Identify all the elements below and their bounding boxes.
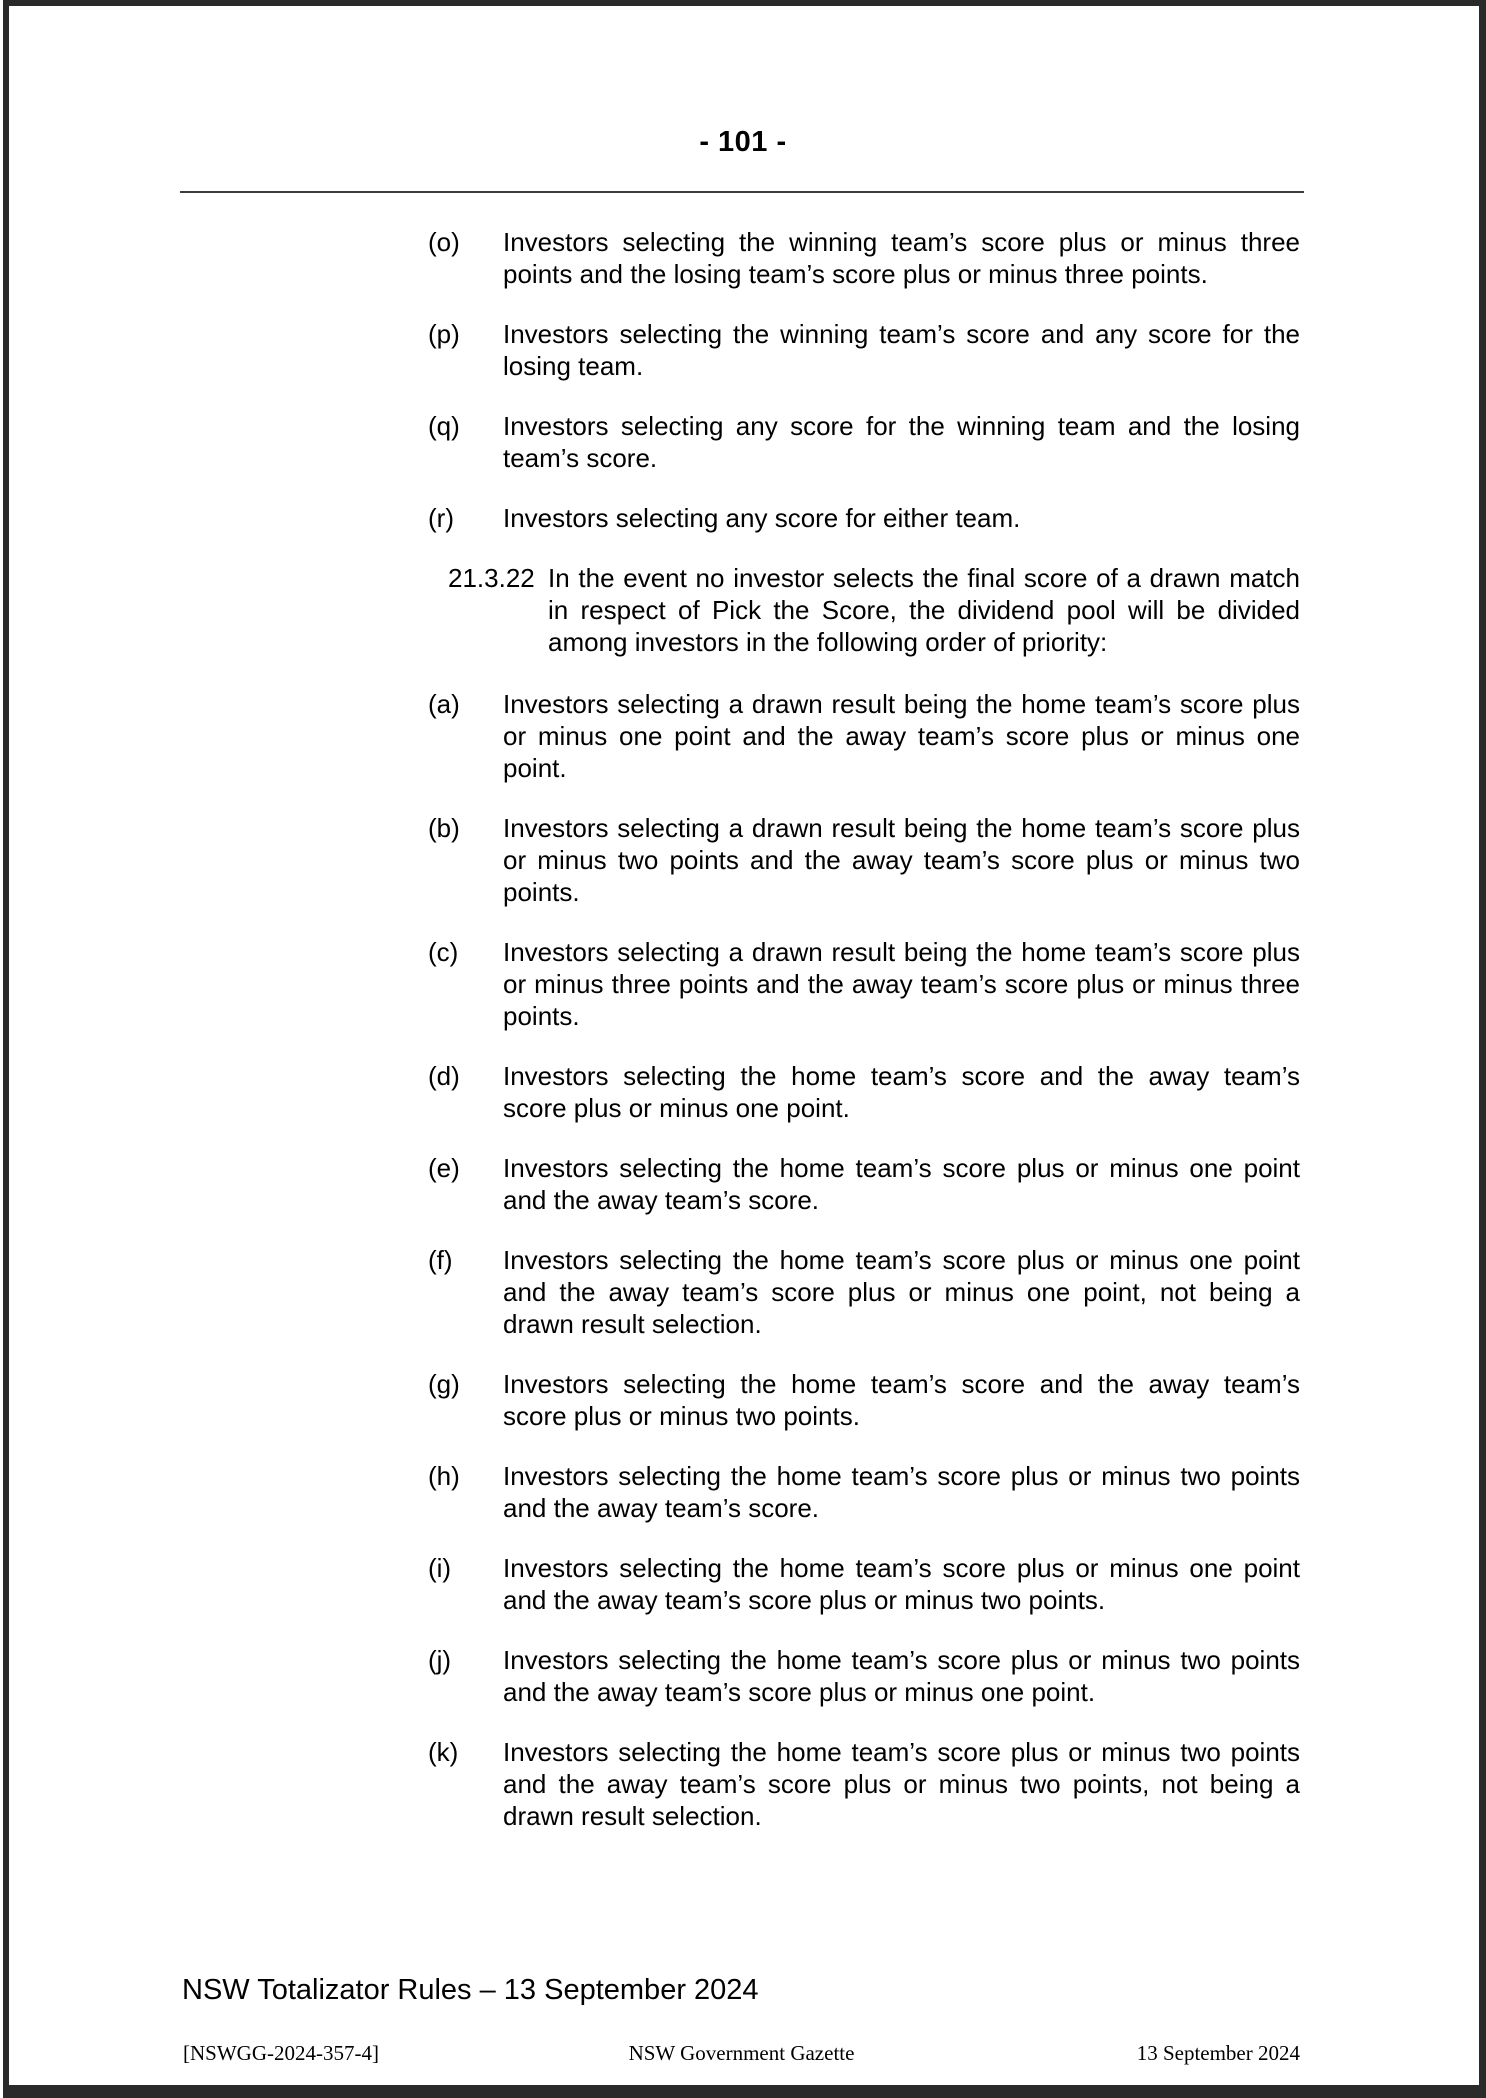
list-item-label: (h) — [428, 1461, 460, 1491]
list-item — [428, 1244, 1300, 1340]
footer-rules-title: NSW Totalizator Rules – 13 September 2024 — [182, 1974, 759, 2006]
gazette-date: 13 September 2024 — [1136, 2041, 1300, 2065]
list-item-text: Investors selecting the home team’s score plus or minus one point and the away team’s score plus or minus one point, not being a drawn result selection. — [503, 1245, 1300, 1339]
list-item — [428, 502, 1300, 534]
list-item — [428, 936, 1300, 1032]
list-item — [428, 1152, 1300, 1216]
list-item-text: Investors selecting any score for the winning team and the losing team’s score. — [503, 411, 1300, 473]
list-item-label: (f) — [428, 1245, 453, 1275]
list-item-text: Investors selecting any score for either team. — [503, 503, 1021, 533]
page-body — [428, 226, 1300, 1860]
list-item-text: Investors selecting the home team’s score and the away team’s score plus or minus one point. — [503, 1061, 1300, 1123]
list-item-text: Investors selecting the home team’s score plus or minus one point and the away team’s score plus or minus two points. — [503, 1553, 1300, 1615]
list-item-text: Investors selecting a drawn result being the home team’s score plus or minus two points and the away team’s score plus or minus two points. — [503, 813, 1300, 907]
list-item-label: (j) — [428, 1645, 452, 1675]
list-item — [428, 812, 1300, 908]
list-item — [428, 1460, 1300, 1524]
list-item-label: (q) — [428, 411, 460, 441]
list-item-label: (k) — [428, 1737, 459, 1767]
list-item — [428, 1736, 1300, 1832]
list-item-text: Investors selecting the home team’s score plus or minus two points and the away team’s score. — [503, 1461, 1300, 1523]
list-item — [428, 226, 1300, 290]
list-item — [428, 410, 1300, 474]
gazette-reference: [NSWGG-2024-357-4] — [183, 2041, 379, 2065]
list-upper — [428, 226, 1300, 534]
list-item — [428, 1368, 1300, 1432]
list-item-label: (i) — [428, 1553, 452, 1583]
section-21-3-22 — [428, 562, 1300, 658]
list-item-label: (p) — [428, 319, 460, 349]
list-item — [428, 1644, 1300, 1708]
list-item — [428, 688, 1300, 784]
list-item-label: (o) — [428, 227, 460, 257]
gazette-name: NSW Government Gazette — [628, 2041, 855, 2065]
list-item-text: Investors selecting a drawn result being the home team’s score plus or minus one point and the away team’s score plus or minus one point. — [503, 689, 1300, 783]
list-item-text: Investors selecting the winning team’s score and any score for the losing team. — [503, 319, 1300, 381]
list-item — [428, 318, 1300, 382]
page-number: - 101 - — [699, 126, 787, 158]
list-item-label: (a) — [428, 689, 460, 719]
list-item-text: Investors selecting the home team’s score plus or minus two points and the away team’s score plus or minus two points, not being a drawn result selection. — [503, 1737, 1300, 1831]
list-item-label: (c) — [428, 937, 459, 967]
list-item-label: (b) — [428, 813, 460, 843]
list-item-text: Investors selecting the home team’s score plus or minus one point and the away team’s score. — [503, 1153, 1300, 1215]
list-item — [428, 1060, 1300, 1124]
list-item-label: (d) — [428, 1061, 460, 1091]
list-lower — [428, 688, 1300, 1832]
list-item-label: (r) — [428, 503, 454, 533]
list-item-label: (e) — [428, 1153, 460, 1183]
section-number: 21.3.22 — [448, 563, 535, 593]
list-item-text: Investors selecting the home team’s score plus or minus two points and the away team’s score plus or minus one point. — [503, 1645, 1300, 1707]
header-divider-line — [180, 191, 1304, 193]
section-text: In the event no investor selects the final score of a drawn match in respect of Pick the Score, the dividend pool will be divided among investors in the following order of priority: — [548, 563, 1300, 657]
list-item-text: Investors selecting the home team’s score and the away team’s score plus or minus two points. — [503, 1369, 1300, 1431]
list-item-label: (g) — [428, 1369, 460, 1399]
list-item — [428, 1552, 1300, 1616]
list-item-text: Investors selecting a drawn result being the home team’s score plus or minus three points and the away team’s score plus or minus three points. — [503, 937, 1300, 1031]
list-item-text: Investors selecting the winning team’s score plus or minus three points and the losing team’s score plus or minus three points. — [503, 227, 1300, 289]
